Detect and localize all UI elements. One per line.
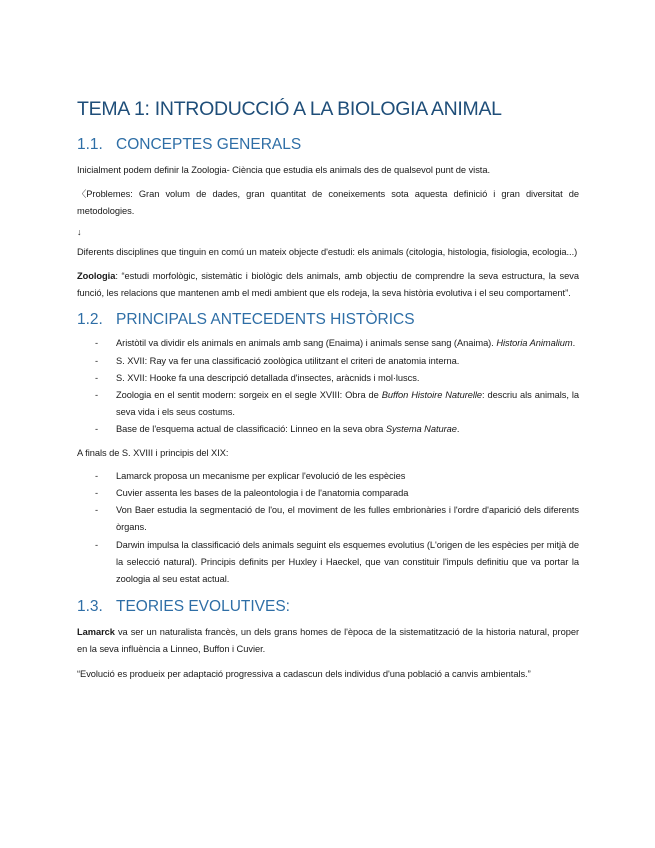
list-item-text: : descriu als animals, la seva vida i els seus costums. xyxy=(116,390,580,418)
paragraph: Inicialment podem definir la Zoologia- Ciència que estudia els animals des de qualsevol punt de vista. xyxy=(77,165,490,175)
dash-bullet: - xyxy=(95,390,99,401)
dash-bullet: - xyxy=(95,470,99,481)
list-item-text: Zoologia en el sentit modern: sorgeix en el segle XVIII: Obra de xyxy=(116,390,382,401)
list-item xyxy=(77,370,579,387)
list-item xyxy=(77,468,579,485)
section-title: PRINCIPALS ANTECEDENTS HISTÒRICS xyxy=(116,311,415,329)
dash-bullet: - xyxy=(95,355,99,366)
list-item-text: Cuvier assenta les bases de la paleontologia i de l'anatomia comparada xyxy=(116,488,409,499)
section-number: 1.2. xyxy=(77,311,103,329)
list-item-text: S. XVII: Ray va fer una classificació zoològica utilitzant el criteri de anatomia interna. xyxy=(116,355,460,366)
dash-bullet: - xyxy=(95,539,99,550)
list-item-text: Aristòtil va dividir els animals en animals amb sang (Enaima) i animals sense sang (Anaima). xyxy=(116,338,494,349)
definition-text: : “estudi morfològic, sistemàtic i biològic dels animals, amb objectiu de comprendre la seva estructura, la seva funció, les relacions que mantenen amb el medi ambient que els rodeja, la seva història evolutiva i el seu comportament”. xyxy=(77,271,579,299)
dash-bullet: - xyxy=(95,488,99,499)
document-content xyxy=(77,96,579,683)
list-item-text: S. XVII: Hooke fa una descripció detallada d'insectes, aràcnids i mol·luscs. xyxy=(116,372,420,383)
list-item xyxy=(77,387,579,421)
section-heading-1-2 xyxy=(77,309,579,331)
bold-term: Lamarck xyxy=(77,627,115,638)
list-item xyxy=(77,537,579,589)
down-arrow-icon: ↓ xyxy=(77,226,82,237)
bold-term: Zoologia xyxy=(77,271,116,282)
paragraph: Diferents disciplines que tinguin en comú un mateix objecte d'estudi: els animals (citologia, histologia, fisiologia, ecologia...) xyxy=(77,246,578,257)
list-item-text: Lamarck proposa un mecanisme per explicar l'evolució de les espècies xyxy=(116,470,406,481)
quote-paragraph: “Evolució es produeix per adaptació progressiva a cadascun dels individus d'una població a canvis ambientals.” xyxy=(77,668,531,679)
dash-bullet: - xyxy=(95,505,99,516)
section-heading-1-1 xyxy=(77,134,579,156)
section-number: 1.3. xyxy=(77,598,103,616)
paragraph-lamarck xyxy=(77,624,579,658)
document-title: TEMA 1: INTRODUCCIÓ A LA BIOLOGIA ANIMAL xyxy=(77,98,502,120)
italic-title: Historia Animalium xyxy=(496,338,573,349)
list-item-text: . xyxy=(572,338,576,349)
paragraph: A finals de S. XVIII i principis del XIX: xyxy=(77,447,229,458)
paragraph-text: va ser un naturalista francès, un dels grans homes de l'època de la sistematització de la historia natural, proper en la seva influència a Linneo, Buffon i Cuvier. xyxy=(77,627,579,655)
paragraph-zoologia-definition xyxy=(77,268,579,302)
list-item xyxy=(77,502,579,536)
section-number: 1.1. xyxy=(77,136,103,153)
list-item-text: Base de l'esquema actual de classificació: Linneo en la seva obra xyxy=(116,424,386,435)
list-item-text: Von Baer estudia la segmentació de l'ou, el moviment de les fulles embrionàries i l'ordre d'aparició dels diferents òrgans. xyxy=(116,505,579,533)
evolution-pioneers-list xyxy=(77,468,579,588)
section-title: CONCEPTES GENERALS xyxy=(116,136,302,153)
paragraph: 〈Problemes: Gran volum de dades, gran quantitat de coneixements sota aquesta definició i gran diversitat de metodologies. xyxy=(77,189,579,217)
history-list xyxy=(77,335,579,438)
dash-bullet: - xyxy=(95,372,99,383)
italic-title: Systema Naturae xyxy=(385,424,457,435)
list-item xyxy=(77,335,579,352)
list-item-text: Darwin impulsa la classificació dels animals seguint els esquemes evolutius (L'origen de les espècies per mitjà de la selecció natural). Principis definits per Huxley i Haeckel, que van constituir l'impuls definitiu que va portar la zoologia al seu estat actual. xyxy=(116,539,579,585)
section-heading-1-3 xyxy=(77,596,579,618)
list-item xyxy=(77,353,579,370)
italic-title: Buffon Histoire Naturelle xyxy=(381,390,483,401)
dash-bullet: - xyxy=(95,424,99,435)
dash-bullet: - xyxy=(95,338,99,349)
section-title: TEORIES EVOLUTIVES: xyxy=(116,598,290,616)
list-item-text: . xyxy=(456,424,460,435)
list-item xyxy=(77,485,579,502)
list-item xyxy=(77,421,579,438)
